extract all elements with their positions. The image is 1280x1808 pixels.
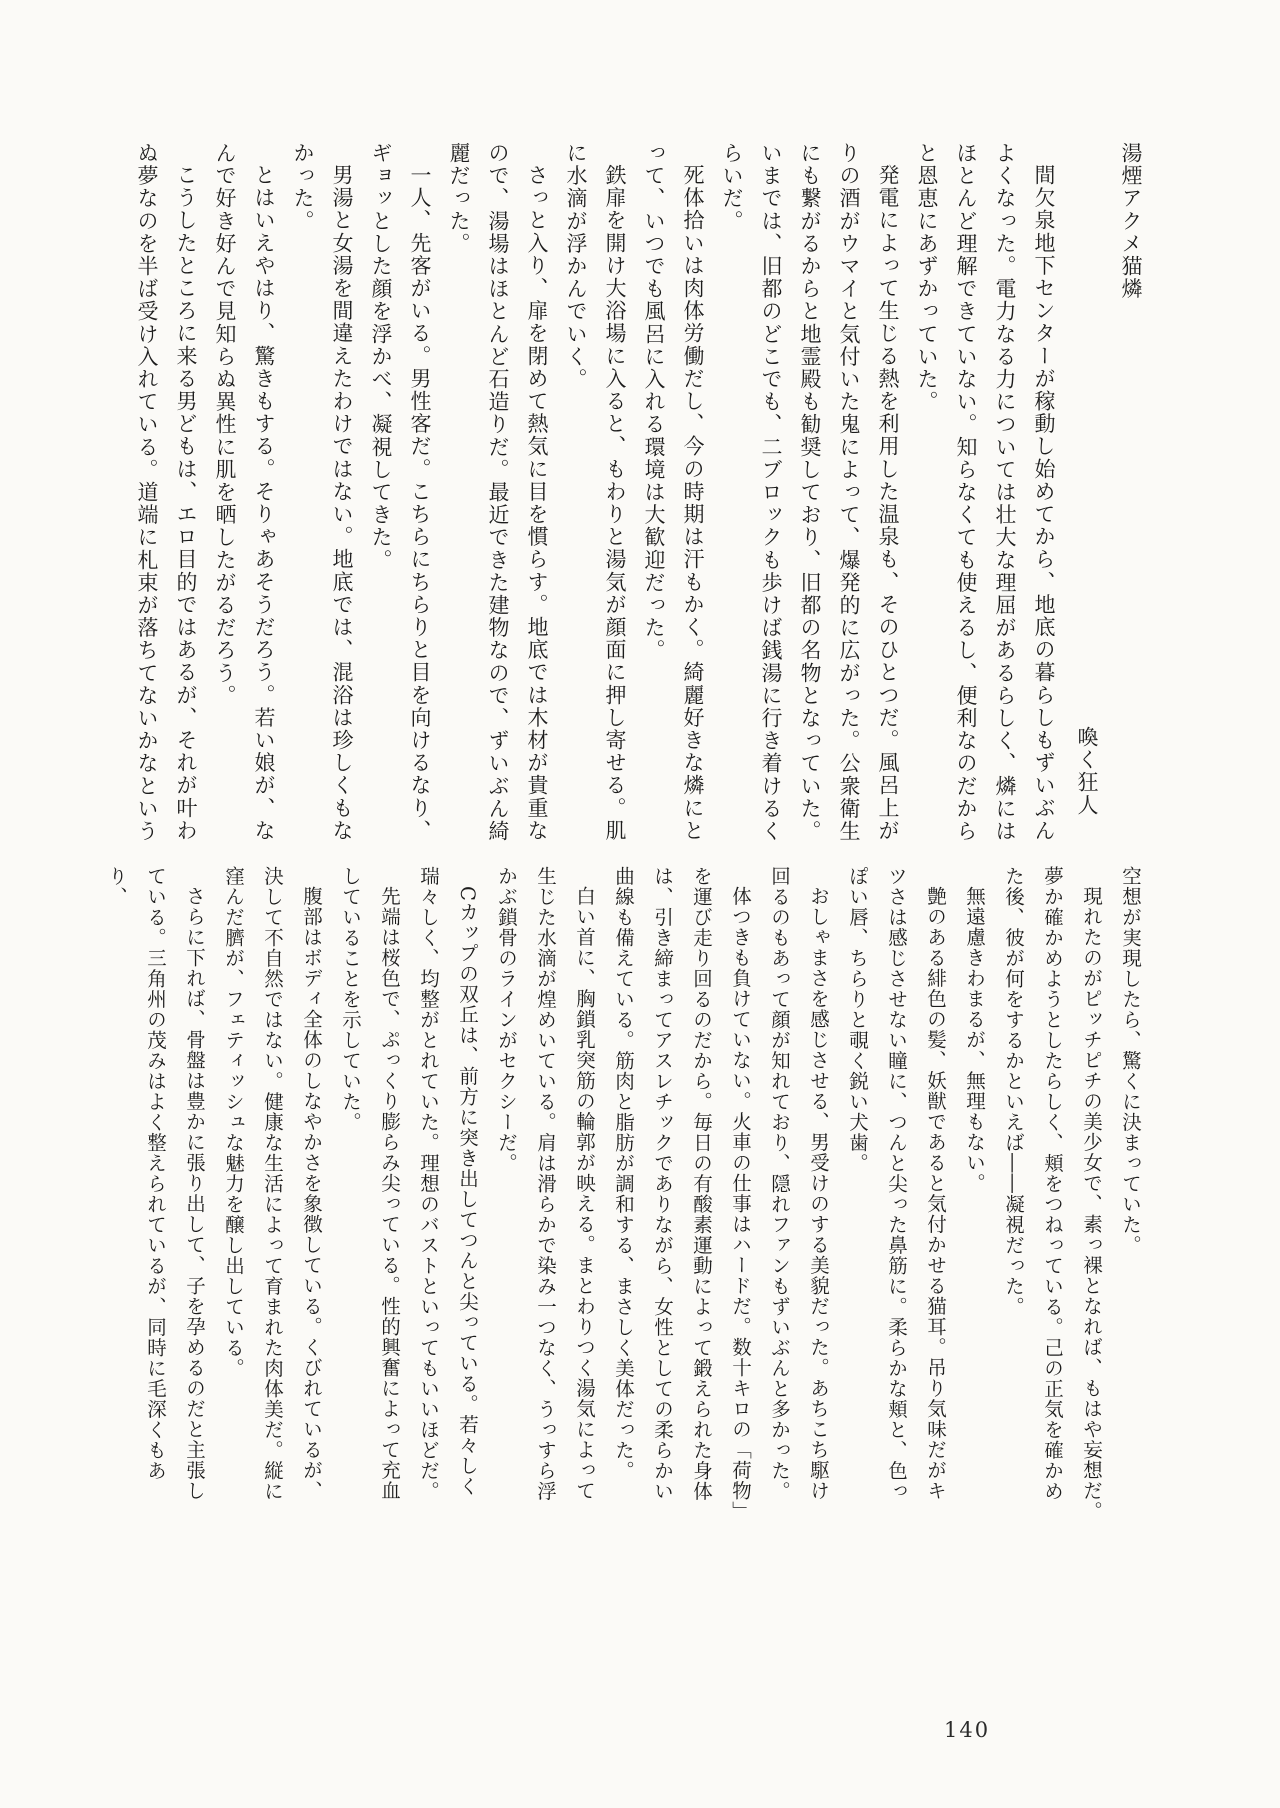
story-author: 喚く狂人 xyxy=(1075,725,1099,816)
text-column: 夢か確かめようとしたらしく、頬をつねっている。己の正気を確かめ xyxy=(1041,866,1064,1502)
text-column: ギョッとした顔を浮かべ、凝視してきた。 xyxy=(369,142,393,572)
text-column: を運び走り回るのだから。毎日の有酸素運動によって鍛えられた身体 xyxy=(690,866,713,1502)
top-text-block xyxy=(127,142,1150,850)
text-column: Cカップの双丘は、前方に突き出してつんと尖っている。若々しく xyxy=(456,886,479,1497)
text-column: ツさは感じさせない瞳に、つんと尖った鼻筋に。柔らかな頬と、色っ xyxy=(885,866,908,1502)
text-column: さらに下れば、骨盤は豊かに張り出して、子を孕めるのだと主張し xyxy=(183,886,206,1501)
text-column: らいだ。 xyxy=(720,142,744,233)
text-column: おしゃまさを感じさせる、男受けのする美貌だった。あちこち駆け xyxy=(807,886,830,1501)
text-column: と恩恵にあずかっていた。 xyxy=(915,142,939,414)
text-column: とはいえやはり、驚きもする。そりゃあそうだろう。若い娘が、な xyxy=(252,164,276,842)
text-column: 生じた水滴が煌めいている。肩は滑らかで染み一つなく、うっすら浮 xyxy=(534,866,557,1502)
text-column: た後、彼が何をするかといえば――凝視だった。 xyxy=(1002,866,1025,1317)
text-column: 鉄扉を開け大浴場に入ると、もわりと湯気が顔面に押し寄せる。肌 xyxy=(603,164,627,842)
text-column: 体つきも負けていない。火車の仕事はハードだ。数十キロの「荷物」 xyxy=(729,886,752,1522)
text-column: 白い首に、胸鎖乳突筋の輪郭が映える。まとわりつく湯気によって xyxy=(573,886,596,1501)
text-column: 曲線も備えている。筋肉と脂肪が調和する、まさしく美体だった。 xyxy=(612,866,635,1481)
text-column: 瑞々しく、均整がとれていた。理想のバストといってもいいほどだ。 xyxy=(417,866,440,1502)
bottom-text-block xyxy=(97,866,1150,1522)
text-column: 死体拾いは肉体労働だし、今の時期は汗もかく。綺麗好きな燐にと xyxy=(681,164,705,842)
text-column: に水滴が浮かんでいく。 xyxy=(564,142,588,391)
text-column: は、引き締まってアスレチックでありながら、女性としての柔らかい xyxy=(651,866,674,1502)
text-column: りの酒がウマイと気付いた鬼によって、爆発的に広がった。公衆衛生 xyxy=(837,142,861,843)
text-column: 間欠泉地下センターが稼動し始めてから、地底の暮らしもずいぶん xyxy=(1032,164,1056,842)
text-column: 決して不自然ではない。健康な生活によって育まれた肉体美だ。縦に xyxy=(261,866,284,1502)
text-column: って、いつでも風呂に入れる環境は大歓迎だった。 xyxy=(642,142,666,662)
text-column: ぬ夢なのを半ば受け入れている。道端に札束が落ちてないかなという xyxy=(135,142,159,843)
text-column: 男湯と女湯を間違えたわけではない。地底では、混浴は珍しくもな xyxy=(330,164,354,842)
story-title: 湯煙アクメ猫燐 xyxy=(1119,142,1143,301)
text-column: よくなった。電力なる力については壮大な理屈があるらしく、燐には xyxy=(993,142,1017,843)
text-column: 腹部はボディ全体のしなやかさを象徴している。くびれているが、 xyxy=(300,886,323,1501)
text-column: ている。三角州の茂みはよく整えられているが、同時に毛深くもあり、 xyxy=(105,866,167,1481)
text-column: 発電によって生じる熱を利用した温泉も、そのひとつだ。風呂上が xyxy=(876,164,900,842)
text-column: 空想が実現したら、驚くに決まっていた。 xyxy=(1119,866,1142,1256)
text-column: ぽい唇、ちらりと覗く鋭い犬歯。 xyxy=(846,866,869,1174)
text-column: 一人、先客がいる。男性客だ。こちらにちらりと目を向けるなり、 xyxy=(408,164,432,842)
text-column: こうしたところに来る男どもは、エロ目的ではあるが、それが叶わ xyxy=(174,164,198,842)
text-column: 艶のある緋色の髪、妖獣であると気付かせる猫耳。吊り気味だがキ xyxy=(924,886,947,1501)
text-column: いまでは、旧都のどこでも、二ブロックも歩けば銭湯に行き着けるく xyxy=(759,142,783,843)
text-column: 先端は桜色で、ぷっくり膨らみ尖っている。性的興奮によって充血 xyxy=(378,886,401,1501)
text-column: ので、湯場はほとんど石造りだ。最近できた建物なので、ずいぶん綺 xyxy=(486,142,510,843)
text-column: 現れたのがピッチピチの美少女で、素っ裸となれば、もはや妄想だ。 xyxy=(1080,886,1103,1522)
text-column: んで好き好んで見知らぬ異性に肌を晒したがるだろう。 xyxy=(213,142,237,707)
text-column: さっと入り、扉を閉めて熱気に目を慣らす。地底では木材が貴重な xyxy=(525,164,549,842)
text-column: 窪んだ臍が、フェティッシュな魅力を醸し出している。 xyxy=(222,866,245,1379)
text-column: 無遠慮きわまるが、無理もない。 xyxy=(963,886,986,1194)
text-column: 回るのもあって顔が知れており、隠れファンもずいぶんと多かった。 xyxy=(768,866,791,1502)
text-column: 麗だった。 xyxy=(447,142,471,255)
story-author-column xyxy=(1067,142,1106,850)
text-column: していることを示していた。 xyxy=(339,866,362,1133)
text-column: にも繋がるからと地霊殿も勧奨しており、旧都の名物となっていた。 xyxy=(798,142,822,843)
text-column: かぶ鎖骨のラインがセクシーだ。 xyxy=(495,866,518,1174)
text-column: ほとんど理解できていない。知らなくても使えるし、便利なのだから xyxy=(954,142,978,843)
page-number: 140 xyxy=(944,1718,991,1742)
text-column: かった。 xyxy=(291,142,315,233)
